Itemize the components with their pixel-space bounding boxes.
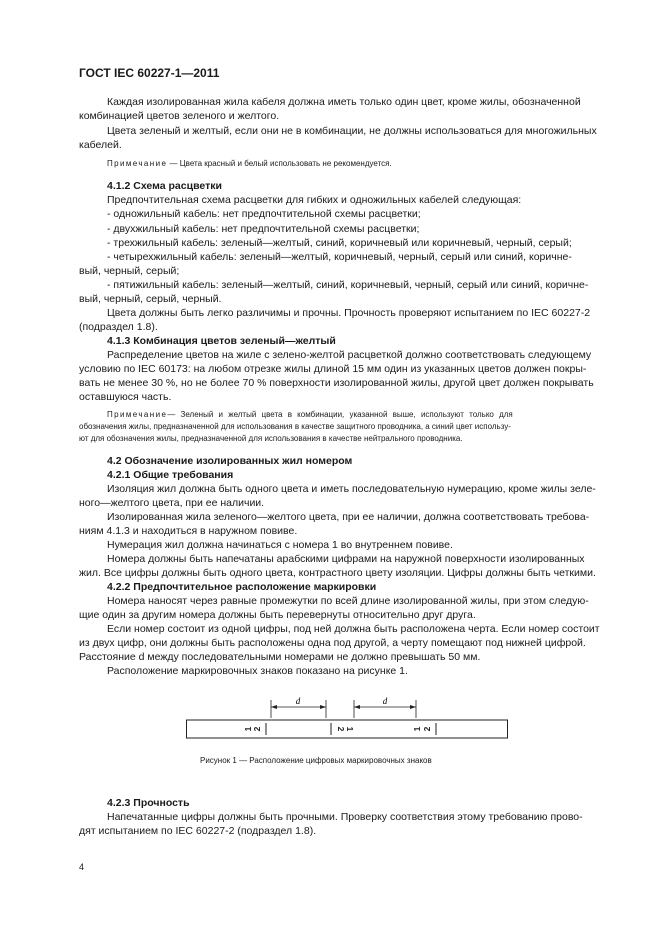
note	[107, 410, 513, 419]
note-text: — Зеленый и желтый цвета в комбинации, указанной выше, используют только для	[167, 410, 513, 419]
label-d: d	[295, 696, 301, 706]
document-header: ГОСТ IEC 60227-1—2011	[79, 66, 220, 80]
text-line: условию по IEC 60173: на любом отрезке жилы длиной 15 мм один из указанных цветов должен покры-	[79, 363, 587, 375]
mark-digit: 1	[345, 726, 355, 732]
text-line: Номера должны быть напечатаны арабскими цифрами на наружной поверхности изолированных	[107, 553, 585, 565]
arrow-right-icon	[410, 705, 416, 709]
text-line: дят испытанием по IEC 60227-2 (подраздел 1.8).	[79, 825, 317, 837]
list-item: - двухжильный кабель: нет предпочтительной схемы расцветки;	[107, 223, 420, 235]
arrow-right-icon	[320, 705, 326, 709]
text-line: жил. Все цифры должны быть одного цвета, контрастного цвету изоляции. Цифры должны быть четкими.	[79, 567, 596, 579]
text-line: Цвета зеленый и желтый, если они не в комбинации, не должны использоваться для многожильных	[107, 125, 597, 137]
list-item: - одножильный кабель: нет предпочтительной схемы расцветки;	[107, 208, 421, 220]
note-label: Примечание	[107, 410, 168, 419]
figure-1	[186, 694, 508, 742]
marking-diagram	[186, 694, 508, 742]
mark-digit: 2	[422, 726, 432, 732]
section-title: 4.2.2 Предпочтительное расположение маркировки	[107, 581, 377, 593]
list-item: - четырехжильный кабель: зеленый—желтый, коричневый, черный, серый или синий, коричне-	[107, 251, 572, 263]
section-title: 4.1.3 Комбинация цветов зеленый—желтый	[107, 335, 336, 347]
text-line: Расположение маркировочных знаков показано на рисунке 1.	[107, 665, 408, 677]
list-item: вый, черный, серый;	[79, 265, 180, 277]
text-line: комбинацией цветов зеленого и желтого.	[79, 110, 280, 122]
text-line: Расстояние d между последовательными номерами не должно превышать 50 мм.	[79, 651, 481, 663]
text-line: Распределение цветов на жиле с зелено-желтой расцветкой должно соответствовать следующему	[107, 349, 592, 361]
note-text: ют для обозначения жилы, предназначенной для использования в качестве нейтрального проводника.	[79, 434, 463, 443]
list-item: вый, черный, серый, черный.	[79, 293, 222, 305]
text-line: Изоляция жил должна быть одного цвета и иметь последовательную нумерацию, кроме жилы зеле-	[107, 483, 596, 495]
text-line: Номера наносят через равные промежутки по всей длине изолированной жилы, при этом следую-	[107, 595, 589, 607]
text-line: ниям 4.1.3 и находиться в наружном повиве.	[79, 525, 298, 537]
section-title: 4.2.3 Прочность	[107, 797, 190, 809]
text-line: ного—желтого цвета, при ее наличии.	[79, 497, 265, 509]
label-d: d	[382, 696, 388, 706]
list-item: - пятижильный кабель: зеленый—желтый, синий, коричневый, черный, серый или синий, коричне-	[107, 279, 589, 291]
arrow-left-icon	[354, 705, 360, 709]
text-line: кабелей.	[79, 139, 122, 151]
section-title: 4.1.2 Схема расцветки	[107, 180, 222, 192]
note-text: — Цвета красный и белый использовать не рекомендуется.	[167, 159, 392, 168]
text-line: из двух цифр, они должны быть расположены одна под другой, а черту помещают под нижней цифрой.	[79, 637, 586, 649]
text-line: Если номер состоит из одной цифры, под ней должна быть расположена черта. Если номер состоит	[107, 623, 600, 635]
arrow-left-icon	[271, 705, 277, 709]
text-line: щие один за другим номера должны быть перевернуты относительно друг друга.	[79, 609, 476, 621]
note-label: Примечание	[107, 159, 168, 168]
note-text: обозначения жилы, предназначенной для использования в качестве защитного проводника, а синий цвет использу-	[79, 422, 511, 431]
figure-caption: Рисунок 1 — Расположение цифровых маркировочных знаков	[200, 756, 432, 765]
mark-digit: 2	[252, 726, 262, 732]
text-line: Каждая изолированная жила кабеля должна иметь только один цвет, кроме жилы, обозначенной	[107, 96, 581, 108]
text-line: вать не менее 30 %, но не более 70 % поверхности изолированной жилы, другой цвет должен покрывать	[79, 377, 594, 389]
text-line: Изолированная жила зеленого—желтого цвета, при ее наличии, должна соответствовать требова-	[107, 511, 590, 523]
text-line: Нумерация жил должна начинаться с номера 1 во внутреннем повиве.	[107, 539, 453, 551]
list-item: - трехжильный кабель: зеленый—желтый, синий, коричневый или коричневый, черный, серый;	[107, 237, 572, 249]
page-number: 4	[79, 862, 85, 872]
text-line: (подраздел 1.8).	[79, 321, 158, 333]
section-title: 4.2 Обозначение изолированных жил номером	[107, 455, 353, 467]
text-line: Предпочтительная схема расцветки для гибких и одножильных кабелей следующая:	[107, 194, 522, 206]
mark-digit: 1	[243, 726, 253, 732]
text-line: Цвета должны быть легко различимы и прочны. Прочность проверяют испытанием по IEC 60227-2	[107, 307, 591, 319]
mark-digit: 2	[336, 726, 346, 732]
section-title: 4.2.1 Общие требования	[107, 469, 234, 481]
text-line: Напечатанные цифры должны быть прочными. Проверку соответствия этому требованию прово-	[107, 811, 583, 823]
text-line: оставшуюся часть.	[79, 391, 172, 403]
note	[107, 159, 392, 168]
mark-digit: 1	[412, 726, 422, 732]
